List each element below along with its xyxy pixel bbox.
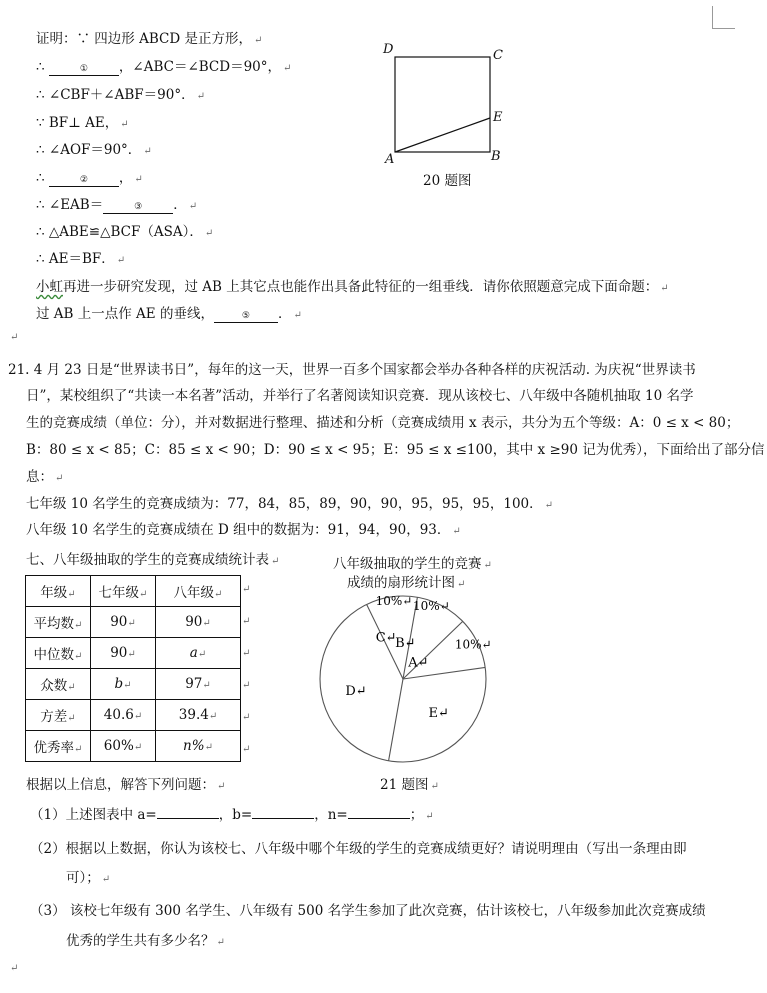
table-header-row: [26, 576, 241, 607]
proof-line-2: ∴ ① ，∠ABC＝∠BCD＝90°， ↵: [36, 59, 292, 75]
pie-slice-border: [389, 679, 403, 761]
table-header: 七年级↵: [91, 576, 156, 607]
row-end-mark: ↵: [242, 744, 251, 755]
grade7-scores: 七年级 10 名学生的竞赛成绩为：77，84，85，89，90，90，95，95，95，100． ↵: [26, 496, 554, 512]
row-end-mark: ↵: [242, 712, 251, 723]
table-cell: a↵: [156, 638, 241, 669]
table-header: 年级↵: [26, 576, 91, 607]
answer-a-blank[interactable]: [157, 818, 219, 819]
proof-line-11: 过 AB 上一点作 AE 的垂线， ⑤ ． ↵: [36, 306, 302, 322]
answer-b-blank[interactable]: [252, 818, 314, 819]
sub-question-2-line-2: 可）； ↵: [66, 870, 111, 886]
table-title: 七、八年级抽取的学生的竞赛成绩统计表 ↵: [26, 552, 280, 568]
sub-question-2-line-1: （2）根据以上数据，你认为该校七、八年级中哪个年级的学生的竞赛成绩更好？请说明理由（写出一条理由即: [30, 841, 687, 857]
proof-line-4: ∵ BF⊥ AE， ↵: [36, 115, 129, 131]
table-header: 八年级↵: [156, 576, 241, 607]
pie-title-line-2: 成绩的扇形统计图 ↵: [347, 575, 466, 591]
pie-slice-value-b: 10%↵: [413, 598, 450, 613]
table-row: [26, 700, 241, 731]
table-cell: n%↵: [156, 731, 241, 762]
table-row: [26, 669, 241, 700]
blank-3[interactable]: ③: [103, 201, 173, 214]
table-cell: 方差↵: [26, 700, 91, 731]
table-cell: 39.4↵: [156, 700, 241, 731]
table-cell: b↵: [91, 669, 156, 700]
row-end-mark: ↵: [242, 584, 251, 595]
pie-slice-label-d: D↵: [345, 684, 367, 700]
sub-question-1: （1）上述图表中 a= ，b= ，n= ； ↵: [30, 807, 434, 823]
row-end-mark: ↵: [242, 680, 251, 691]
vertex-d-label: D: [383, 42, 394, 57]
grade8-d-scores: 八年级 10 名学生的竞赛成绩在 D 组中的数据为：91，94，90，93． ↵: [26, 522, 461, 538]
paragraph-mark: ↵: [10, 963, 19, 974]
info-line: 根据以上信息，解答下列问题： ↵: [26, 777, 226, 793]
proof-line-3: ∴ ∠CBF＋∠ABF＝90°． ↵: [36, 87, 205, 103]
blank-5[interactable]: ⑤: [214, 310, 278, 323]
table-cell: 97↵: [156, 669, 241, 700]
table-row: [26, 607, 241, 638]
pie-slice-label-e: E↵: [428, 706, 449, 722]
vertex-a-label: A: [385, 152, 395, 167]
table-cell: 90↵: [156, 607, 241, 638]
proof-line-5: ∴ ∠AOF＝90°． ↵: [36, 142, 152, 158]
row-end-mark: ↵: [242, 648, 251, 659]
proof-line-6: ∴ ② ， ↵: [36, 170, 143, 186]
vertex-b-label: B: [491, 149, 501, 164]
pie-title-line-1: 八年级抽取的学生的竞赛 ↵: [333, 556, 492, 572]
sub-question-3-line-2: 优秀的学生共有多少名？ ↵: [66, 933, 225, 949]
point-e-label: E: [493, 110, 503, 125]
stats-table: [25, 575, 241, 762]
row-end-mark: ↵: [242, 616, 251, 627]
blank-2[interactable]: ②: [49, 174, 119, 187]
pie-slice-value-c: 10%↵: [375, 593, 413, 608]
table-cell: 众数↵: [26, 669, 91, 700]
q21-para-3: 生的竞赛成绩（单位：分），并对数据进行整理、描述和分析（竞赛成绩用 x 表示，共分为五个等级：A：0 ≤ x < 80；: [26, 415, 740, 431]
pie-slice-label-a: A↵: [408, 655, 429, 671]
pie-chart: [316, 593, 496, 773]
page-corner-mark: [712, 6, 735, 29]
blank-1[interactable]: ①: [49, 63, 119, 76]
proof-line-10: 小虹再进一步研究发现，过 AB 上其它点也能作出具备此特征的一组垂线．请你依照题意完成下面命题： ↵: [36, 279, 669, 295]
table-cell: 90↵: [91, 607, 156, 638]
table-cell: 90↵: [91, 638, 156, 669]
table-cell: 优秀率↵: [26, 731, 91, 762]
q21-para-4: B：80 ≤ x < 85；C：85 ≤ x < 90；D：90 ≤ x < 95；E：95 ≤ x ≤100，其中 x ≥90 记为优秀），下面给出了部分信: [26, 442, 765, 458]
proof-line-1: 证明：∵ 四边形 ABCD 是正方形， ↵: [36, 31, 263, 47]
table-cell: 中位数↵: [26, 638, 91, 669]
pie-slice-label-b: B↵: [395, 636, 416, 652]
proof-line-9: ∴ AE＝BF． ↵: [36, 251, 126, 267]
sub-question-3-line-1: （3） 该校七年级有 300 名学生、八年级有 500 名学生参加了此次竞赛，估计该校七，八年级参加此次竞赛成绩: [30, 903, 706, 919]
pie-slice-value-a: 10%↵: [454, 637, 492, 652]
table-cell: 40.6↵: [91, 700, 156, 731]
pie-slice-label-c: C↵: [375, 630, 397, 646]
proof-line-8: ∴ △ABE≌△BCF（ASA）． ↵: [36, 224, 214, 240]
q21-para-1: 21. 4 月 23 日是“世界读书日”，每年的这一天，世界一百多个国家都会举办各种各样的庆祝活动. 为庆祝“世界读书: [8, 362, 696, 378]
pie-caption: 21 题图 ↵: [380, 777, 439, 793]
table-cell: 60%↵: [91, 731, 156, 762]
answer-n-blank[interactable]: [348, 818, 410, 819]
q21-para-2: 日”，某校组织了“共读一本名著”活动，并举行了名著阅读知识竞赛．现从该校七、八年级中各随机抽取 10 名学: [26, 388, 694, 404]
proof-line-7: ∴ ∠EAB＝ ③ ． ↵: [36, 197, 198, 213]
vertex-c-label: C: [493, 48, 503, 63]
figure-20-caption: 20 题图: [423, 173, 472, 189]
table-cell: 平均数↵: [26, 607, 91, 638]
table-row: [26, 731, 241, 762]
paragraph-mark: ↵: [10, 332, 19, 343]
table-row: [26, 638, 241, 669]
figure-20-square: [378, 40, 508, 190]
q21-para-5: 息： ↵: [26, 469, 64, 485]
